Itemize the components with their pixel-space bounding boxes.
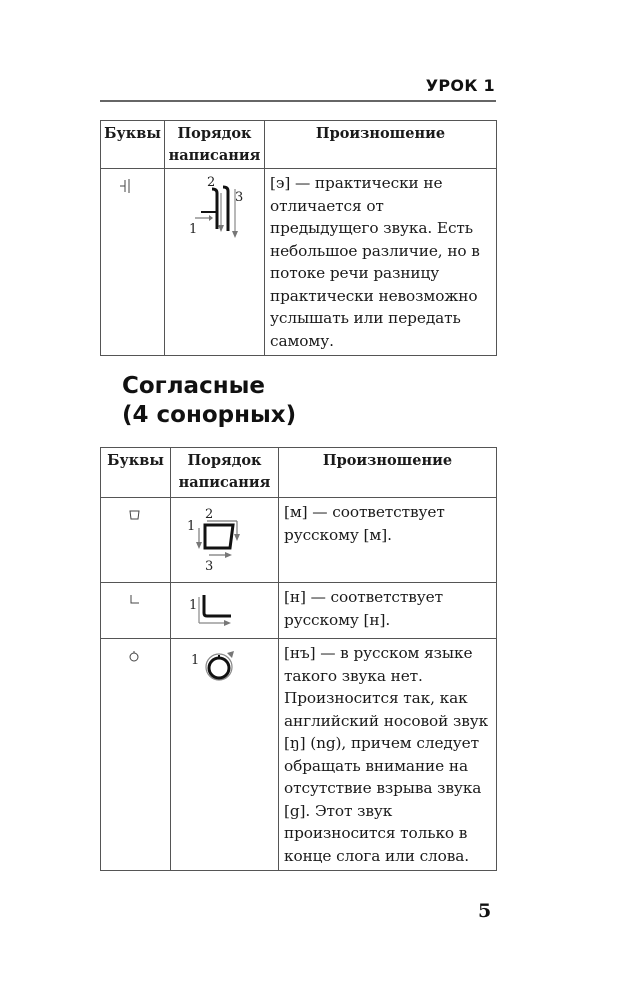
svg-text:3: 3: [235, 190, 244, 205]
svg-text:1: 1: [189, 222, 198, 237]
stroke-order-cell: [165, 169, 265, 356]
stroke-order-ng-icon: [171, 639, 279, 689]
col-header-stroke-order: [171, 448, 279, 498]
svg-text:1: 1: [187, 519, 196, 534]
table-row: [101, 169, 497, 356]
col-header-stroke-order-line2: написания: [178, 474, 271, 491]
col-header-pronunciation: Произношение: [279, 448, 497, 498]
page-number: 5: [478, 900, 492, 922]
svg-text:3: 3: [205, 559, 214, 574]
letter-cell: [101, 498, 171, 583]
svg-text:1: 1: [189, 598, 198, 613]
vowel-table: [100, 120, 497, 356]
consonant-table: [100, 447, 497, 871]
table-row: [101, 583, 497, 639]
pronunciation-cell: [э] — практически не отличается от предыдущего звука. Есть небольшое различие, но в потоке речи разницу практически невозможно услышать или передать самому.: [265, 169, 497, 356]
section-title-line2: (4 сонорных): [122, 402, 297, 428]
col-header-stroke-order-line2: написания: [168, 147, 261, 164]
col-header-stroke-order-line1: Порядок: [187, 452, 262, 469]
letter-e-glyph-icon: [101, 177, 165, 197]
pronunciation-cell: [нъ] — в русском языке такого звука нет. Произносится так, как английский носовой звук [ŋ] (ng), причем следует обращать внимание на отсутствие взрыва звука [g]. Этот звук произносится только в конце слога или слова.: [279, 639, 497, 871]
svg-text:2: 2: [205, 507, 214, 522]
stroke-order-cell: [171, 498, 279, 583]
letter-n-glyph-icon: [101, 591, 171, 611]
letter-cell: [101, 583, 171, 639]
table-header-row: [101, 448, 497, 498]
svg-text:2: 2: [207, 175, 216, 190]
stroke-order-n-icon: [171, 583, 279, 637]
col-header-stroke-order: [165, 121, 265, 169]
pronunciation-cell: [м] — соответствует русскому [м].: [279, 498, 497, 583]
col-header-letters: Буквы: [101, 448, 171, 498]
header-rule: [100, 100, 496, 102]
stroke-order-m-icon: [171, 498, 279, 582]
letter-m-glyph-icon: [101, 506, 171, 526]
running-head: УРОК 1: [425, 76, 495, 95]
stroke-order-e-icon: [165, 169, 265, 249]
letter-ng-glyph-icon: [101, 647, 171, 667]
table-row: [101, 639, 497, 871]
stroke-order-cell: [171, 583, 279, 639]
section-title: [122, 372, 296, 430]
col-header-letters: Буквы: [101, 121, 165, 169]
stroke-order-cell: [171, 639, 279, 871]
col-header-stroke-order-line1: Порядок: [177, 125, 252, 142]
pronunciation-cell: [н] — соответствует русскому [н].: [279, 583, 497, 639]
table-header-row: [101, 121, 497, 169]
letter-cell: [101, 169, 165, 356]
letter-cell: [101, 639, 171, 871]
col-header-pronunciation: Произношение: [265, 121, 497, 169]
table-row: [101, 498, 497, 583]
svg-text:1: 1: [191, 653, 200, 668]
section-title-line1: Согласные: [122, 373, 265, 399]
